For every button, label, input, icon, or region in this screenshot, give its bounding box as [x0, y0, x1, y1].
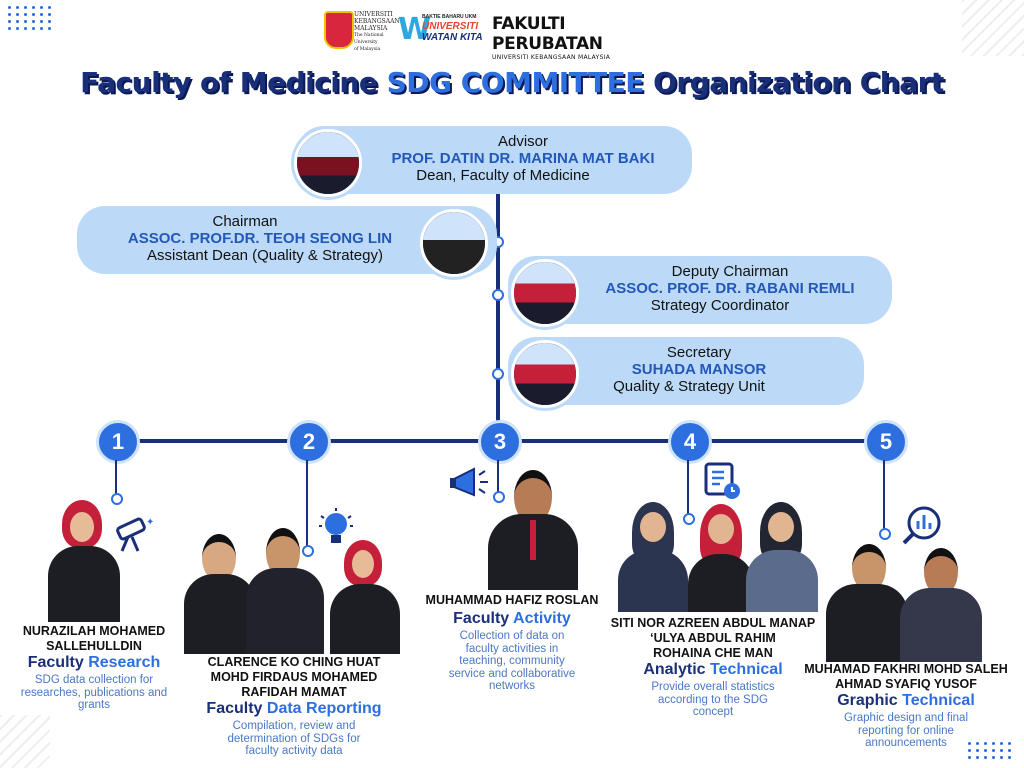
secretary-avatar: [511, 340, 579, 408]
advisor-avatar: [294, 129, 362, 197]
watan-mid: UNIVERSITI: [422, 21, 479, 32]
ukm-line1: UNIVERSITI: [354, 11, 393, 18]
team-1-text: [4, 624, 184, 712]
team-4-member-1: SITI NOR AZREEN ABDUL MANAP: [610, 616, 816, 630]
team-3-member-1: MUHAMMAD HAFIZ ROSLAN: [425, 593, 599, 607]
deputy-name: ASSOC. PROF. DR. RABANI REMLI: [605, 280, 855, 297]
team-5-photo: [826, 544, 982, 662]
team-5-text: [790, 662, 1022, 750]
team-2-title: Faculty Data Reporting: [206, 700, 382, 717]
team-5-desc: Graphic design and final reporting for online announcements: [843, 712, 969, 749]
advisor-name: PROF. DATIN DR. MARINA MAT BAKI: [391, 150, 655, 167]
decor-dots-top-left: [6, 4, 54, 32]
decor-stripes-bottom-left: [0, 715, 50, 768]
team-4-desc: Provide overall statistics according to the SDG concept: [651, 681, 775, 718]
w-mark-icon: W: [398, 12, 432, 47]
team-1-desc: SDG data collection for researches, publications and grants: [20, 674, 168, 711]
team-2-member-3: RAFIDAH MAMAT: [241, 685, 347, 699]
megaphone-icon: [448, 463, 492, 503]
chairman-role: Chairman: [212, 213, 278, 230]
ukm-line3: MALAYSIA: [354, 25, 388, 32]
team-1-badge: 1: [96, 420, 140, 464]
advisor-role: Advisor: [497, 133, 549, 150]
team-2-text: [196, 655, 392, 758]
team-5-dot: [879, 528, 891, 540]
team-1-title: Faculty Research: [27, 654, 161, 671]
team-3-text: [414, 593, 610, 693]
ukm-crest-icon: [324, 11, 354, 49]
team-5-member-2: AHMAD SYAFIQ YUSOF: [835, 677, 977, 691]
ukm-line4: The National University: [354, 33, 384, 45]
title-highlight: SDG COMMITTEE: [386, 66, 644, 99]
secretary-text: [584, 344, 814, 395]
team-3-title: Faculty Activity: [453, 610, 571, 627]
advisor-text: [368, 133, 678, 184]
fakulti-title: FAKULTI PERUBATAN: [492, 14, 603, 54]
team-3-photo: [488, 470, 578, 590]
secretary-name: SUHADA MANSOR: [631, 361, 767, 378]
analytics-magnifier-icon: [900, 503, 944, 547]
title-part1: Faculty of Medicine: [80, 66, 378, 99]
team-3-desc: Collection of data on faculty activities in teaching, community service and collaborative networks: [448, 630, 576, 692]
decor-stripes-top-right: [962, 0, 1024, 56]
advisor-desc: Dean, Faculty of Medicine: [416, 167, 590, 184]
page-title: [0, 66, 1024, 99]
team-4-title: Analytic Technical: [643, 661, 783, 678]
team-4-photo: [618, 502, 818, 612]
team-4-badge: 4: [668, 420, 712, 464]
team-3-badge: 3: [478, 420, 522, 464]
team-4-member-2: ‘ULYA ABDUL RAHIM: [650, 631, 776, 645]
team-5-badge: 5: [864, 420, 908, 464]
team-1-member-1: NURAZILAH MOHAMED: [22, 624, 166, 638]
ukm-line5: of Malaysia: [354, 47, 381, 52]
chairman-name: ASSOC. PROF.DR. TEOH SEONG LIN: [127, 230, 393, 247]
team-2-photo: [184, 528, 400, 654]
fakulti-perubatan-logo: [492, 14, 662, 61]
team-5-drop: [883, 460, 885, 530]
spine-dot-secretary: [492, 368, 504, 380]
team-2-member-1: CLARENCE KO CHING HUAT: [207, 655, 381, 669]
team-1-photo: [48, 500, 120, 622]
deputy-text: [584, 263, 876, 314]
team-1-member-2: SALLEHULLDIN: [46, 639, 142, 653]
team-2-member-2: MOHD FIRDAUS MOHAMED: [210, 670, 378, 684]
deputy-role: Deputy Chairman: [671, 263, 789, 280]
ukm-logo: [324, 9, 400, 52]
chairman-desc: Assistant Dean (Quality & Strategy): [147, 247, 383, 264]
secretary-desc: Quality & Strategy Unit: [613, 378, 765, 395]
checklist-clock-icon: [702, 461, 742, 501]
title-part2: Organization Chart: [653, 66, 944, 99]
team-2-desc: Compilation, review and determination of SDGs for faculty activity data: [227, 720, 361, 757]
team-4-member-3: ROHAINA CHE MAN: [653, 646, 773, 660]
fakulti-subtitle: UNIVERSITI KEBANGSAAN MALAYSIA: [492, 54, 611, 61]
chairman-text: [100, 213, 420, 264]
secretary-role: Secretary: [666, 344, 732, 361]
deputy-desc: Strategy Coordinator: [650, 297, 790, 314]
svg-text:✦: ✦: [146, 517, 155, 528]
spine-dot-deputy: [492, 289, 504, 301]
ukm-line2: KEBANGSAAN: [354, 18, 400, 25]
team-5-member-1: MUHAMAD FAKHRI MOHD SALEH: [804, 662, 1008, 676]
deputy-avatar: [511, 259, 579, 327]
watan-top: BAKTIE BAHARU UKM: [422, 14, 477, 20]
watan-kita-logo: [398, 12, 488, 46]
team-5-title: Graphic Technical: [837, 692, 975, 709]
chairman-avatar: [420, 209, 488, 277]
team-2-badge: 2: [287, 420, 331, 464]
watan-bottom: WATAN KITA: [422, 32, 483, 43]
